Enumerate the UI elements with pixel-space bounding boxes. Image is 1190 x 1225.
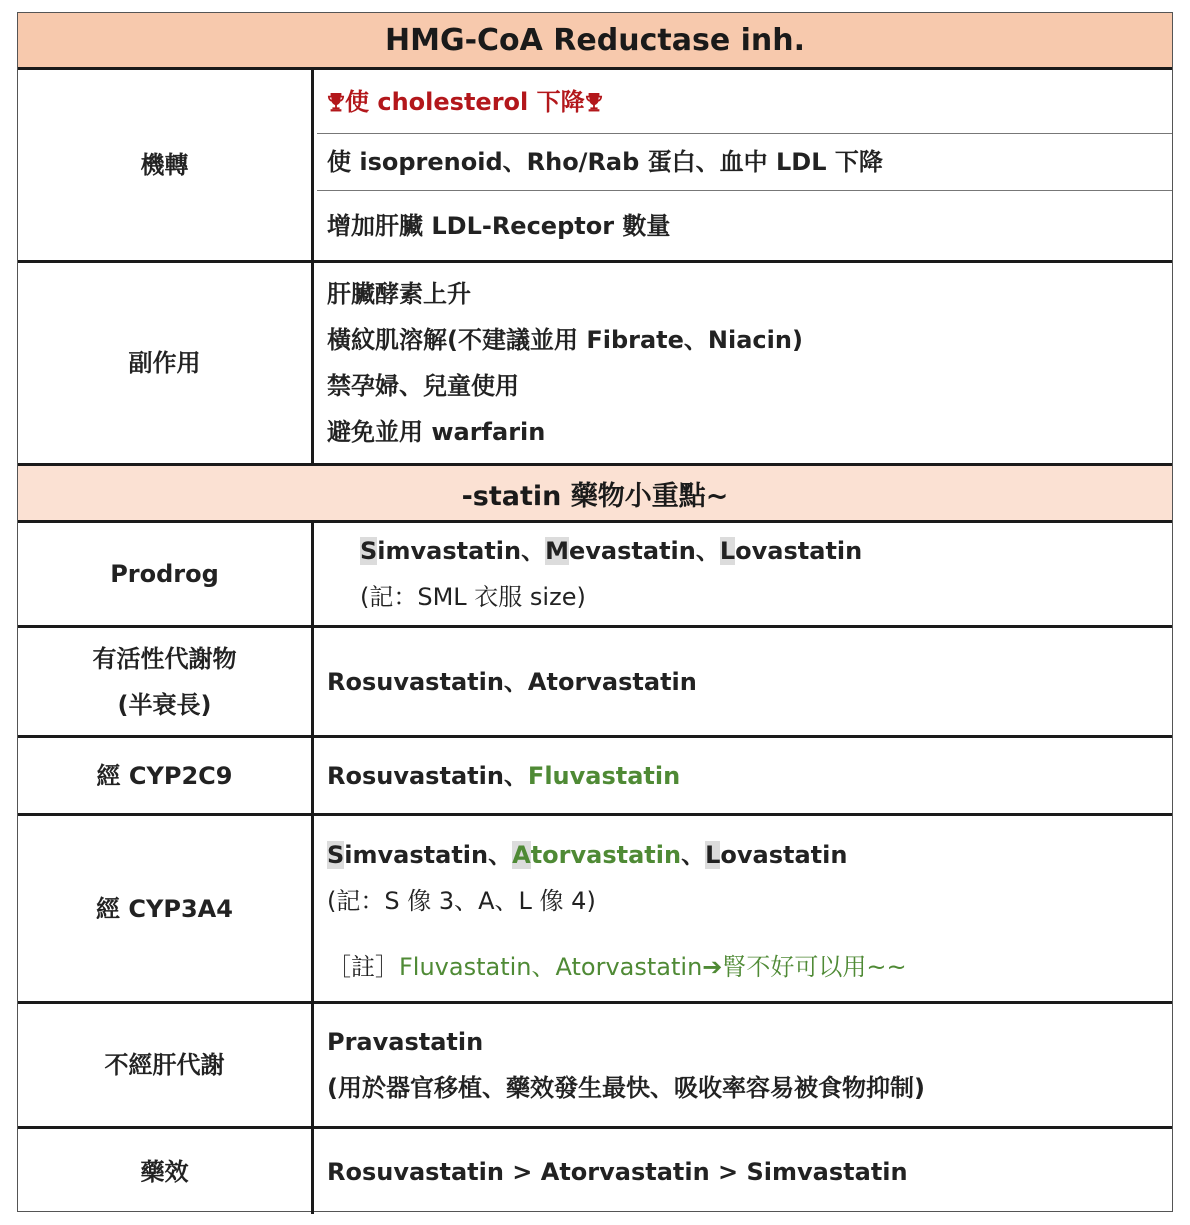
cyp3a4-mnemonic-note: (記：S 像 3、A、L 像 4) xyxy=(327,887,596,915)
active-metabolite-row xyxy=(18,625,1172,735)
prodrug-drugs xyxy=(360,528,1172,574)
statin-subheader-text: -statin 藥物小重點~ xyxy=(461,480,729,512)
mnemonic-letter-a: A xyxy=(512,841,531,869)
trophy-icon xyxy=(585,92,603,112)
separator: 、 xyxy=(681,841,706,869)
potency-label xyxy=(18,1129,314,1214)
drug-name: imvastatin xyxy=(377,537,522,565)
mechanism-line-2 xyxy=(317,133,1172,190)
mechanism-line-1 xyxy=(317,70,1172,133)
drug-name-green: torvastatin xyxy=(530,841,682,869)
non-hepatic-label xyxy=(18,1004,314,1126)
mnemonic-letter-l: L xyxy=(705,841,721,869)
mechanism-row xyxy=(18,67,1172,260)
drug-name: ovastatin xyxy=(735,537,863,565)
cyp3a4-label xyxy=(18,816,314,1001)
trophy-icon xyxy=(327,92,345,112)
hmg-coa-table xyxy=(17,12,1173,1212)
potency-label-text: 藥效 xyxy=(140,1157,189,1186)
potency-row xyxy=(18,1126,1172,1211)
active-metabolite-label-line2: (半衰長) xyxy=(117,690,212,719)
mnemonic-letter-l: L xyxy=(719,537,736,565)
drug-name: ovastatin xyxy=(720,841,848,869)
separator: 、 xyxy=(488,841,513,869)
cyp3a4-remark xyxy=(327,944,1172,990)
drug-name: evastatin xyxy=(569,537,696,565)
potency-text: Rosuvastatin > Atorvastatin > Simvastatin xyxy=(327,1157,908,1186)
cyp3a4-value xyxy=(317,816,1172,1001)
mechanism-line-2-text: 使 isoprenoid、Rho/Rab 蛋白、血中 LDL 下降 xyxy=(327,148,883,176)
side-effect-item: 肝臟酵素上升 xyxy=(327,280,471,308)
table-title xyxy=(18,13,1172,67)
mechanism-line-3 xyxy=(317,190,1172,260)
non-hepatic-label-text: 不經肝代謝 xyxy=(104,1051,225,1079)
mechanism-label-text: 機轉 xyxy=(140,151,189,179)
cyp3a4-row xyxy=(18,813,1172,1001)
cyp2c9-drugs xyxy=(327,753,1172,799)
mechanism-line-3-text: 增加肝臟 LDL-Receptor 數量 xyxy=(327,211,671,240)
mnemonic-letter-s: S xyxy=(327,841,345,869)
prodrug-mnemonic-note: (記：SML 衣服 size) xyxy=(360,583,586,611)
cyp2c9-label xyxy=(18,738,314,813)
cyp2c9-row xyxy=(18,735,1172,813)
side-effects-label-text: 副作用 xyxy=(128,349,201,377)
non-hepatic-value xyxy=(317,1004,1172,1126)
prodrug-row xyxy=(18,520,1172,625)
drug-name-green: Fluvastatin xyxy=(527,761,681,790)
active-metabolite-label xyxy=(18,628,314,735)
prodrug-value xyxy=(317,523,1172,625)
prodrug-label xyxy=(18,523,314,625)
prodrug-label-text: Prodrog xyxy=(110,560,219,588)
non-hepatic-drug: Pravastatin xyxy=(327,1028,484,1056)
remark-text: Fluvastatin、Atorvastatin➔腎不好可以用~~ xyxy=(399,953,907,981)
mechanism-label xyxy=(18,70,314,260)
statin-subheader xyxy=(18,463,1172,520)
active-metabolite-label-line1: 有活性代謝物 xyxy=(92,644,237,673)
cyp3a4-label-text: 經 CYP3A4 xyxy=(96,894,233,923)
cholesterol-lower-text: 使 cholesterol 下降 xyxy=(345,87,585,116)
mechanism-line-1-text xyxy=(327,79,1172,125)
drug-name: imvastatin xyxy=(344,841,489,869)
side-effects-list xyxy=(317,263,1172,463)
active-metabolite-value xyxy=(317,628,1172,735)
potency-value xyxy=(317,1129,1172,1214)
separator: 、 xyxy=(521,537,546,565)
side-effect-item: 避免並用 warfarin xyxy=(327,418,546,446)
active-metabolite-text: Rosuvastatin、Atorvastatin xyxy=(327,667,697,696)
cyp2c9-label-text: 經 CYP2C9 xyxy=(96,761,233,790)
drug-name: Rosuvastatin、 xyxy=(327,761,528,790)
side-effects-row xyxy=(18,260,1172,463)
cyp3a4-drugs xyxy=(327,832,1172,878)
cyp2c9-value xyxy=(317,738,1172,813)
side-effect-item: 橫紋肌溶解(不建議並用 Fibrate、Niacin) xyxy=(327,326,803,354)
side-effect-item: 禁孕婦、兒童使用 xyxy=(327,372,519,400)
side-effects-label xyxy=(18,263,314,463)
mnemonic-letter-m: M xyxy=(545,537,569,565)
table-title-text: HMG-CoA Reductase inh. xyxy=(384,22,805,58)
separator: 、 xyxy=(695,537,720,565)
remark-prefix: ［註］ xyxy=(327,953,399,981)
non-hepatic-row xyxy=(18,1001,1172,1126)
non-hepatic-note: (用於器官移植、藥效發生最快、吸收率容易被食物抑制) xyxy=(327,1074,925,1102)
mnemonic-letter-s: S xyxy=(360,537,378,565)
